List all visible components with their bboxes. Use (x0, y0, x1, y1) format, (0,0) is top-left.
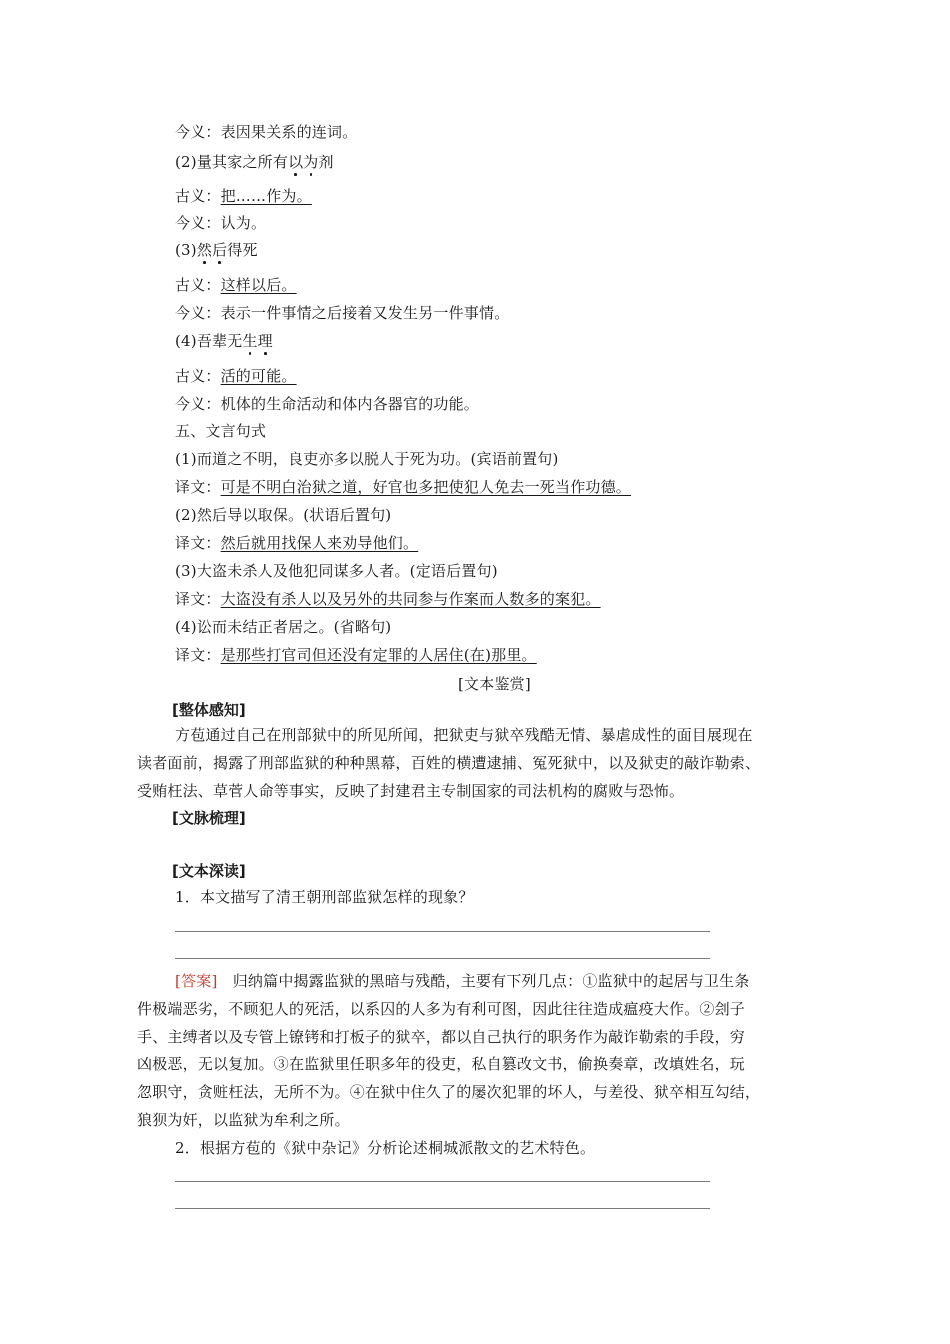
answer-text: 活的可能。 (220, 367, 297, 385)
subheading-deep-reading: [文本深读] (172, 862, 246, 880)
paragraph-line: 受贿枉法、草菅人命等事实，反映了封建君主专制国家的司法机构的腐败与恐怖。 (137, 782, 685, 800)
answer-text: 这样以后。 (220, 276, 297, 294)
example-text: 得死 (227, 241, 258, 259)
modern-meaning-line: 今义：表因果关系的连词。 (175, 123, 358, 141)
example-text: (4)吾辈无 (175, 332, 243, 350)
line-label: 古义： (175, 187, 221, 205)
translation-line (175, 533, 418, 553)
modern-meaning-line: 今义：认为。 (175, 214, 267, 232)
subheading-context: [文脉梳理] (172, 809, 246, 827)
answer-blank-line (175, 931, 710, 932)
answer-line (175, 971, 750, 991)
emphasis-char: 以 (288, 153, 304, 171)
line-label: 译文： (175, 534, 221, 552)
example-text: 剂 (318, 153, 334, 171)
line-label: 古义： (175, 367, 221, 385)
section-heading: 五、文言句式 (175, 422, 267, 440)
ancient-meaning-line (175, 275, 297, 295)
line-label: 古义： (175, 276, 221, 294)
line-label: 译文： (175, 646, 221, 664)
sentence-item-4: (4)讼而未结正者居之。(省略句) (175, 618, 392, 636)
ancient-meaning-line (175, 186, 312, 206)
sentence-item-2: (2)然后导以取保。(状语后置句) (175, 506, 392, 524)
answer-line: 手、主缚者以及专管上镣铐和打板子的狱卒，都以自己执行的职务作为敲诈勒索的手段，穷 (137, 1028, 746, 1046)
example-text: (2)量其家之所有 (175, 153, 289, 171)
ancient-meaning-line (175, 366, 297, 386)
answer-text: 可是不明白治狱之道，好官也多把使犯人免去一死当作功德。 (220, 478, 632, 496)
translation-line (175, 477, 631, 497)
answer-tag: [答案] (175, 972, 218, 990)
paragraph-line: 读者面前，揭露了刑部监狱的种种黑幕，百姓的横遭逮捕、冤死狱中，以及狱吏的敲诈勒索、 (137, 754, 761, 772)
answer-text: 归纳篇中揭露监狱的黑暗与残酷，主要有下列几点：①监狱中的起居与卫生条 (217, 972, 750, 990)
emphasis-char: 然 (196, 241, 213, 259)
line-label: 译文： (175, 590, 221, 608)
answer-text: 然后就用找保人来劝导他们。 (220, 534, 419, 552)
emphasis-char: 为 (303, 153, 319, 171)
line-label: 译文： (175, 478, 221, 496)
modern-meaning-line: 今义：机体的生命活动和体内各器官的功能。 (175, 395, 480, 413)
answer-text: 大盗没有杀人以及另外的共同参与作案而人数多的案犯。 (220, 590, 601, 608)
emphasis-char: 理 (257, 332, 273, 350)
section-heading: [文本鉴赏] (458, 675, 531, 693)
answer-text: 把……作为。 (220, 187, 312, 205)
question-1: 1．本文描写了清王朝刑部监狱怎样的现象？ (175, 888, 474, 906)
answer-line: 狼狈为奸，以监狱为牟利之所。 (137, 1111, 350, 1129)
answer-line: 凶极恶，无以复加。③在监狱里任职多年的役吏，私自篡改文书，偷换奏章，改填姓名，玩 (137, 1055, 746, 1073)
answer-line: 忽职守，贪赃枉法，无所不为。④在狱中住久了的屡次犯罪的坏人，与差役、狱卒相互勾结， (137, 1083, 761, 1101)
answer-blank-line (175, 1208, 710, 1209)
modern-meaning-line: 今义：表示一件事情之后接着又发生另一件事情。 (175, 304, 510, 322)
translation-line (175, 589, 601, 609)
example-item-3 (175, 240, 258, 260)
example-text: (3) (175, 241, 197, 259)
translation-line (175, 645, 537, 665)
emphasis-char: 后 (212, 241, 228, 259)
subheading-overall: [整体感知] (172, 701, 246, 719)
paragraph-line: 方苞通过自己在刑部狱中的所见所闻，把狱吏与狱卒残酷无情、暴虐成性的面目展现在 (175, 726, 753, 744)
sentence-item-1: (1)而道之不明，良吏亦多以脱人于死为功。(宾语前置句) (175, 450, 559, 468)
emphasis-char: 生 (242, 332, 258, 350)
answer-text: 是那些打官司但还没有定罪的人居住(在)那里。 (220, 646, 537, 664)
example-item-2 (175, 152, 334, 172)
answer-line: 件极端恶劣，不顾犯人的死活，以系囚的人多为有利可图，因此往往造成瘟疫大作。②刽子 (137, 1000, 746, 1018)
answer-blank-line (175, 1181, 710, 1182)
sentence-item-3: (3)大盗未杀人及他犯同谋多人者。(定语后置句) (175, 562, 498, 580)
answer-blank-line (175, 958, 710, 959)
example-item-4 (175, 331, 273, 351)
question-2: 2．根据方苞的《狱中杂记》分析论述桐城派散文的艺术特色。 (175, 1139, 596, 1157)
